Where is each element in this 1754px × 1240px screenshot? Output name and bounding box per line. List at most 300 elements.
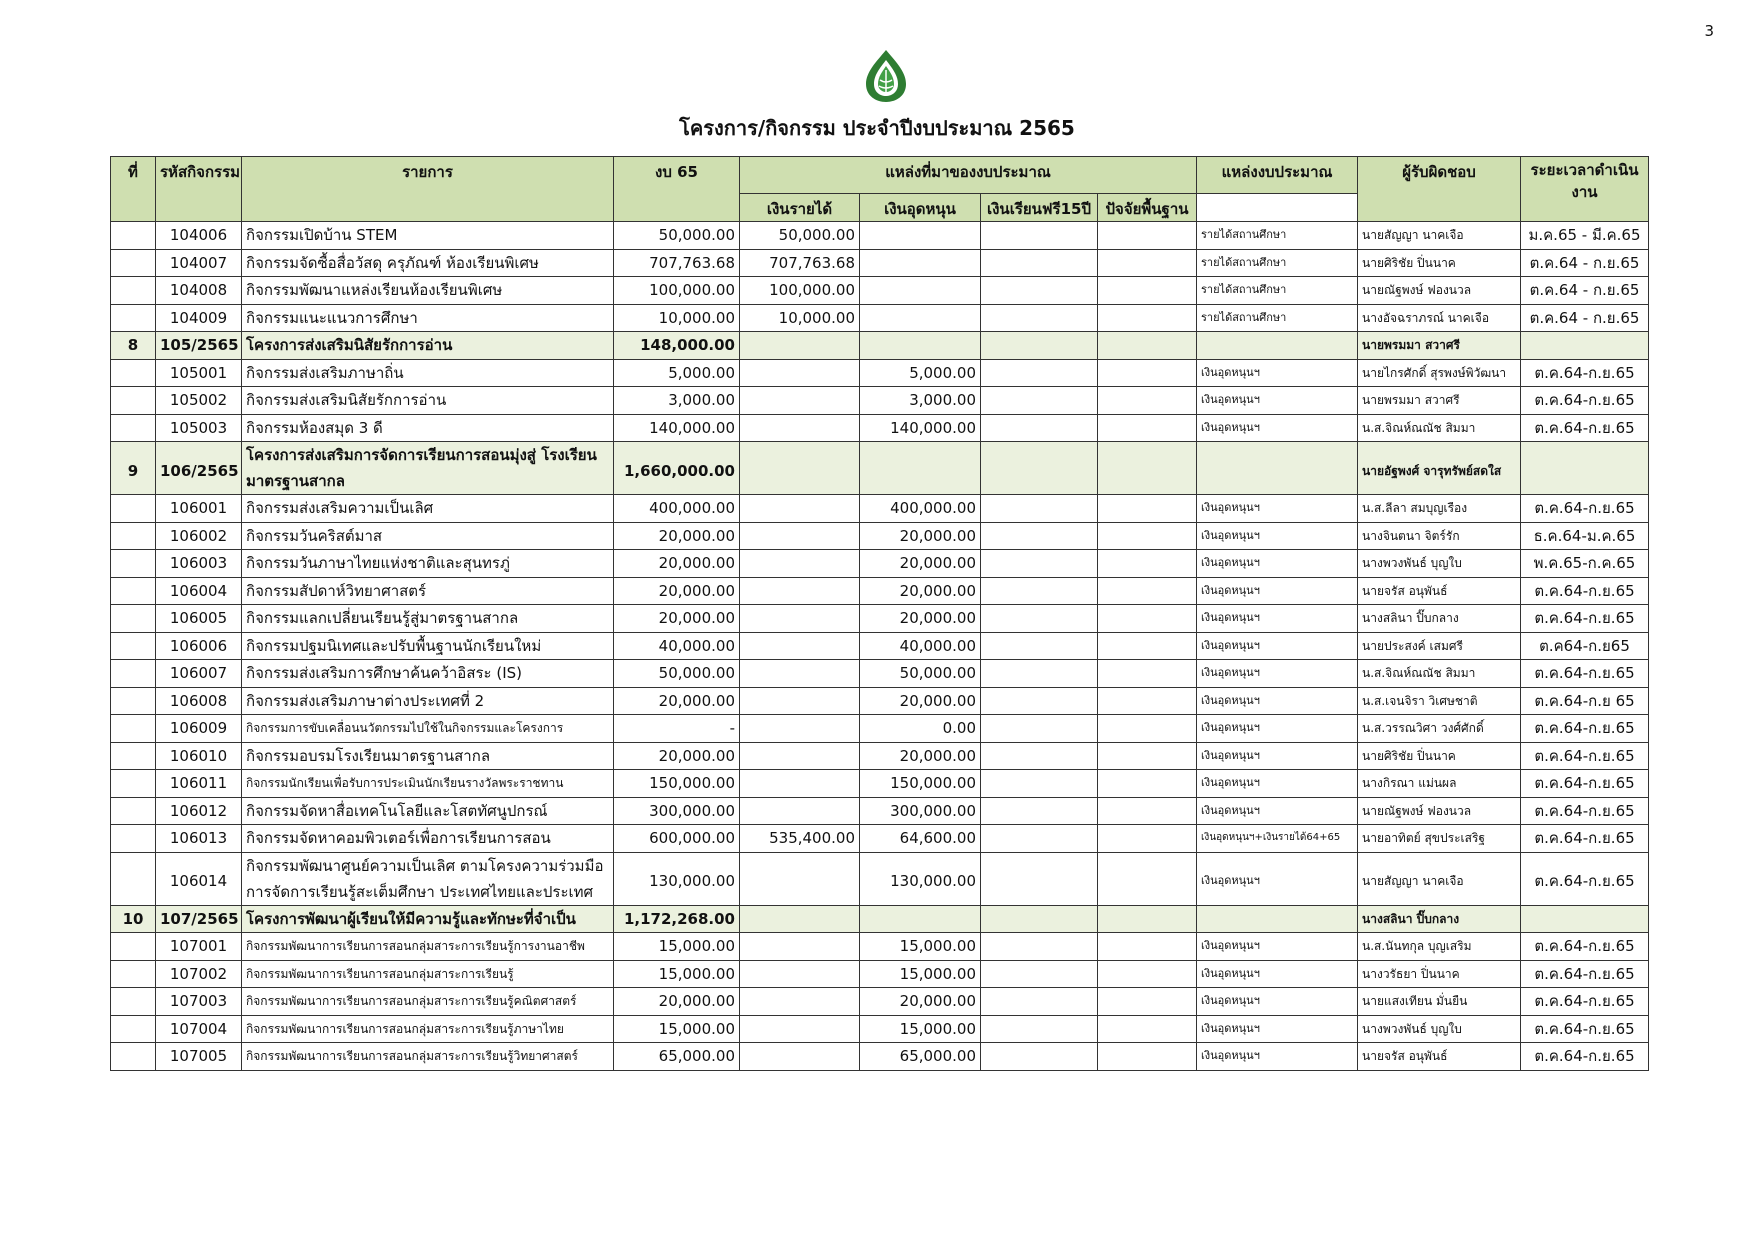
cell-free-edu [981,605,1098,633]
cell-source: รายได้สถานศึกษา [1197,249,1358,277]
cell-item: กิจกรรมพัฒนาการเรียนการสอนกลุ่มสาระการเรียนรู้การงานอาชีพ [242,933,614,961]
cell-responsible: นางกิรณา แม่นผล [1358,770,1521,798]
cell-source: เงินอุดหนุนฯ [1197,414,1358,442]
cell-income [740,1043,860,1071]
cell-income [740,414,860,442]
cell-free-edu [981,359,1098,387]
cell-responsible: น.ส.วรรณวิศา วงศ์ศักดิ์ [1358,715,1521,743]
cell-budget: 20,000.00 [614,550,740,578]
cell-income [740,933,860,961]
cell-source: เงินอุดหนุนฯ [1197,660,1358,688]
cell-item: กิจกรรมจัดหาคอมพิวเตอร์เพื่อการเรียนการสอน [242,825,614,853]
table-row [111,770,1649,798]
cell-code: 106013 [156,825,242,853]
cell-subsidy: 300,000.00 [860,797,981,825]
cell-subsidy: 20,000.00 [860,687,981,715]
table-row [111,495,1649,523]
cell-budget: 10,000.00 [614,304,740,332]
cell-responsible: นายณัฐพงษ์ ฟองนวล [1358,797,1521,825]
cell-responsible: น.ส.เจนจิรา วิเศษชาติ [1358,687,1521,715]
table-row [111,414,1649,442]
cell-code: 105003 [156,414,242,442]
cell-source: เงินอุดหนุนฯ [1197,1015,1358,1043]
cell-item: กิจกรรมพัฒนาแหล่งเรียนห้องเรียนพิเศษ [242,277,614,305]
cell-code: 107003 [156,988,242,1016]
table-row [111,277,1649,305]
cell-subsidy: 65,000.00 [860,1043,981,1071]
cell-no [111,742,156,770]
cell-responsible: นางอัจฉราภรณ์ นาคเจือ [1358,304,1521,332]
cell-responsible: นายสัญญา นาคเจือ [1358,222,1521,250]
cell-basic [1098,550,1197,578]
cell-free-edu [981,770,1098,798]
cell-basic [1098,742,1197,770]
cell-code: 106006 [156,632,242,660]
cell-no [111,605,156,633]
cell-budget: 40,000.00 [614,632,740,660]
table-row [111,605,1649,633]
cell-free-edu [981,222,1098,250]
cell-no: 9 [111,442,156,495]
cell-income [740,960,860,988]
cell-budget: 300,000.00 [614,797,740,825]
table-row [111,715,1649,743]
cell-code: 106005 [156,605,242,633]
cell-source: เงินอุดหนุนฯ [1197,550,1358,578]
cell-free-edu [981,1043,1098,1071]
cell-subsidy [860,905,981,933]
cell-free-edu [981,442,1098,495]
cell-income: 50,000.00 [740,222,860,250]
cell-subsidy: 64,600.00 [860,825,981,853]
cell-subsidy: 130,000.00 [860,852,981,905]
cell-basic [1098,660,1197,688]
cell-subsidy: 40,000.00 [860,632,981,660]
header-income: เงินรายได้ [740,194,860,222]
cell-no [111,577,156,605]
cell-basic [1098,304,1197,332]
cell-source: เงินอุดหนุนฯ [1197,1043,1358,1071]
cell-responsible: น.ส.นันทกุล บุญเสริม [1358,933,1521,961]
project-row [111,332,1649,360]
table-row [111,577,1649,605]
table-header [111,157,1649,222]
cell-responsible: น.ส.ลีลา สมบุญเรือง [1358,495,1521,523]
cell-free-edu [981,852,1098,905]
cell-responsible: นางจินตนา จิตร์รัก [1358,522,1521,550]
cell-basic [1098,222,1197,250]
cell-code: 104007 [156,249,242,277]
cell-budget: 140,000.00 [614,414,740,442]
cell-no [111,277,156,305]
cell-item: กิจกรรมจัดหาสื่อเทคโนโลยีและโสตทัศนูปกรณ์ [242,797,614,825]
cell-code: 105/2565 [156,332,242,360]
cell-subsidy: 140,000.00 [860,414,981,442]
cell-item: กิจกรรมเปิดบ้าน STEM [242,222,614,250]
cell-basic [1098,277,1197,305]
cell-source: เงินอุดหนุนฯ [1197,852,1358,905]
cell-subsidy: 150,000.00 [860,770,981,798]
cell-basic [1098,852,1197,905]
table-row [111,687,1649,715]
table-row [111,852,1649,905]
cell-period: ม.ค.65 - มี.ค.65 [1521,222,1649,250]
cell-free-edu [981,277,1098,305]
cell-code: 104009 [156,304,242,332]
cell-code: 107/2565 [156,905,242,933]
cell-period: ต.ค.64-ก.ย.65 [1521,825,1649,853]
cell-income [740,359,860,387]
cell-income [740,715,860,743]
cell-income: 100,000.00 [740,277,860,305]
cell-income: 707,763.68 [740,249,860,277]
cell-source [1197,905,1358,933]
cell-income [740,687,860,715]
cell-no [111,1043,156,1071]
cell-no [111,852,156,905]
cell-free-edu [981,933,1098,961]
cell-source: เงินอุดหนุนฯ [1197,770,1358,798]
cell-income [740,387,860,415]
page-number: 3 [1704,22,1714,40]
cell-item: กิจกรรมส่งเสริมภาษาต่างประเทศที่ 2 [242,687,614,715]
cell-income [740,522,860,550]
cell-budget: 707,763.68 [614,249,740,277]
cell-subsidy: 15,000.00 [860,960,981,988]
header-responsible: ผู้รับผิดชอบ [1358,157,1521,222]
header-code: รหัสกิจกรรม [156,157,242,222]
cell-subsidy: 50,000.00 [860,660,981,688]
cell-budget: 5,000.00 [614,359,740,387]
cell-responsible: นายศิริชัย ปิ่นนาค [1358,742,1521,770]
cell-no [111,222,156,250]
cell-free-edu [981,414,1098,442]
cell-budget: 20,000.00 [614,605,740,633]
cell-item: กิจกรรมพัฒนาการเรียนการสอนกลุ่มสาระการเรียนรู้วิทยาศาสตร์ [242,1043,614,1071]
cell-income [740,988,860,1016]
cell-free-edu [981,577,1098,605]
cell-budget: 400,000.00 [614,495,740,523]
cell-responsible: น.ส.จิณห์ณณัช สิมมา [1358,414,1521,442]
cell-responsible: นายพรมมา สวาศรี [1358,332,1521,360]
cell-subsidy: 5,000.00 [860,359,981,387]
cell-income [740,852,860,905]
cell-subsidy: 0.00 [860,715,981,743]
cell-responsible: นายแสงเทียน มั่นยืน [1358,988,1521,1016]
cell-no [111,960,156,988]
cell-source: เงินอุดหนุนฯ [1197,605,1358,633]
cell-income: 535,400.00 [740,825,860,853]
cell-code: 104008 [156,277,242,305]
header-sources: แหล่งที่มาของงบประมาณ [740,157,1197,194]
cell-responsible: นางวรัธยา ปิ่นนาค [1358,960,1521,988]
cell-budget: 50,000.00 [614,222,740,250]
cell-item: กิจกรรมแลกเปลี่ยนเรียนรู้สู่มาตรฐานสากล [242,605,614,633]
cell-responsible: นายอัฐพงศ์ จารุทรัพย์สดใส [1358,442,1521,495]
cell-period: ต.ค.64-ก.ย.65 [1521,770,1649,798]
cell-budget: 50,000.00 [614,660,740,688]
cell-income [740,577,860,605]
cell-subsidy: 15,000.00 [860,1015,981,1043]
cell-income [740,632,860,660]
cell-no [111,632,156,660]
cell-period: ต.ค.64-ก.ย.65 [1521,988,1649,1016]
cell-period: พ.ค.65-ก.ค.65 [1521,550,1649,578]
cell-subsidy: 15,000.00 [860,933,981,961]
cell-no [111,495,156,523]
cell-budget: 1,172,268.00 [614,905,740,933]
cell-item: กิจกรรมพัฒนาการเรียนการสอนกลุ่มสาระการเรียนรู้ [242,960,614,988]
cell-basic [1098,797,1197,825]
cell-responsible: นายณัฐพงษ์ ฟองนวล [1358,277,1521,305]
table-row [111,632,1649,660]
cell-subsidy [860,442,981,495]
cell-subsidy: 20,000.00 [860,522,981,550]
cell-source: เงินอุดหนุนฯ [1197,522,1358,550]
school-logo-icon [862,48,910,104]
cell-no: 8 [111,332,156,360]
cell-basic [1098,332,1197,360]
cell-source: เงินอุดหนุนฯ [1197,359,1358,387]
cell-no [111,550,156,578]
cell-item: กิจกรรมส่งเสริมการศึกษาค้นคว้าอิสระ (IS) [242,660,614,688]
cell-budget: 150,000.00 [614,770,740,798]
cell-source: รายได้สถานศึกษา [1197,277,1358,305]
cell-period: ต.ค.64-ก.ย 65 [1521,687,1649,715]
cell-period: ต.ค.64-ก.ย.65 [1521,495,1649,523]
table-row [111,742,1649,770]
project-row [111,905,1649,933]
cell-period: ต.ค.64-ก.ย.65 [1521,1015,1649,1043]
cell-responsible: นายพรมมา สวาศรี [1358,387,1521,415]
cell-source [1197,442,1358,495]
cell-basic [1098,960,1197,988]
cell-no [111,715,156,743]
cell-item: กิจกรรมพัฒนาการเรียนการสอนกลุ่มสาระการเรียนรู้ภาษาไทย [242,1015,614,1043]
cell-code: 107002 [156,960,242,988]
cell-basic [1098,442,1197,495]
cell-period [1521,332,1649,360]
header-subsidy: เงินอุดหนุน [860,194,981,222]
cell-basic [1098,770,1197,798]
cell-item: กิจกรรมพัฒนาศูนย์ความเป็นเลิศ ตามโครงความร่วมมือ การจัดการเรียนรู้สะเต็มศึกษา ประเทศไทยและประเทศ [242,852,614,905]
header-fund-source: แหล่งงบประมาณ [1197,157,1358,194]
table-row [111,359,1649,387]
cell-period: ต.ค.64 - ก.ย.65 [1521,304,1649,332]
cell-budget: 20,000.00 [614,687,740,715]
cell-item: กิจกรรมห้องสมุด 3 ดี [242,414,614,442]
cell-basic [1098,715,1197,743]
cell-source: เงินอุดหนุนฯ [1197,933,1358,961]
cell-period: ต.ค.64-ก.ย.65 [1521,414,1649,442]
cell-code: 107005 [156,1043,242,1071]
cell-period: ต.ค.64-ก.ย.65 [1521,852,1649,905]
cell-item: กิจกรรมวันภาษาไทยแห่งชาติและสุนทรภู่ [242,550,614,578]
cell-code: 106010 [156,742,242,770]
cell-basic [1098,933,1197,961]
header-free-edu: เงินเรียนฟรี15ปี [981,194,1098,222]
cell-item: กิจกรรมอบรมโรงเรียนมาตรฐานสากล [242,742,614,770]
cell-no [111,825,156,853]
cell-item: กิจกรรมจัดซื้อสื่อวัสดุ ครุภัณฑ์ ห้องเรียนพิเศษ [242,249,614,277]
cell-subsidy [860,304,981,332]
cell-budget: 600,000.00 [614,825,740,853]
cell-source: เงินอุดหนุนฯ [1197,387,1358,415]
cell-subsidy: 20,000.00 [860,577,981,605]
cell-income: 10,000.00 [740,304,860,332]
cell-code: 106/2565 [156,442,242,495]
header-basic: ปัจจัยพื้นฐาน [1098,194,1197,222]
cell-budget: 20,000.00 [614,577,740,605]
table-row [111,387,1649,415]
cell-free-edu [981,387,1098,415]
cell-free-edu [981,332,1098,360]
cell-responsible: นายสัญญา นาคเจือ [1358,852,1521,905]
header-fund-source-blank [1197,194,1358,222]
cell-code: 106011 [156,770,242,798]
cell-income [740,742,860,770]
cell-free-edu [981,550,1098,578]
cell-free-edu [981,742,1098,770]
cell-period: ต.ค.64-ก.ย.65 [1521,605,1649,633]
cell-code: 105002 [156,387,242,415]
cell-responsible: นายจรัส อนุพันธ์ [1358,1043,1521,1071]
cell-income [740,332,860,360]
cell-item: กิจกรรมพัฒนาการเรียนการสอนกลุ่มสาระการเรียนรู้คณิตศาสตร์ [242,988,614,1016]
cell-budget: 148,000.00 [614,332,740,360]
cell-no: 10 [111,905,156,933]
cell-free-edu [981,304,1098,332]
cell-period: ต.ค.64-ก.ย.65 [1521,715,1649,743]
cell-budget: 15,000.00 [614,1015,740,1043]
cell-basic [1098,905,1197,933]
cell-no [111,770,156,798]
cell-basic [1098,1015,1197,1043]
cell-responsible: น.ส.จิณห์ณณัช สิมมา [1358,660,1521,688]
cell-free-edu [981,797,1098,825]
cell-income [740,1015,860,1043]
header-period: ระยะเวลาดำเนินงาน [1521,157,1649,222]
cell-code: 106007 [156,660,242,688]
cell-period: ต.ค.64 - ก.ย.65 [1521,249,1649,277]
cell-no [111,387,156,415]
cell-free-edu [981,249,1098,277]
cell-code: 106014 [156,852,242,905]
cell-no [111,304,156,332]
cell-responsible: นางสลินา ปิ๊บกลาง [1358,905,1521,933]
cell-income [740,605,860,633]
cell-budget: - [614,715,740,743]
cell-basic [1098,605,1197,633]
cell-free-edu [981,960,1098,988]
table-row [111,933,1649,961]
cell-subsidy: 20,000.00 [860,605,981,633]
cell-period [1521,905,1649,933]
cell-item: โครงการพัฒนาผู้เรียนให้มีความรู้และทักษะที่จำเป็น [242,905,614,933]
cell-no [111,687,156,715]
cell-code: 106012 [156,797,242,825]
cell-responsible: นายประสงค์ เสมศรี [1358,632,1521,660]
cell-source [1197,332,1358,360]
cell-income [740,770,860,798]
cell-subsidy [860,332,981,360]
cell-free-edu [981,660,1098,688]
cell-basic [1098,359,1197,387]
cell-responsible: นางพวงพันธ์ บุญใบ [1358,1015,1521,1043]
cell-source: เงินอุดหนุนฯ [1197,960,1358,988]
cell-free-edu [981,715,1098,743]
cell-income [740,495,860,523]
table-row [111,249,1649,277]
cell-period: ต.ค.64-ก.ย.65 [1521,933,1649,961]
cell-free-edu [981,825,1098,853]
header-no: ที่ [111,157,156,222]
cell-subsidy: 20,000.00 [860,742,981,770]
cell-item: กิจกรรมส่งเสริมนิสัยรักการอ่าน [242,387,614,415]
cell-subsidy [860,222,981,250]
cell-responsible: นางพวงพันธ์ บุญใบ [1358,550,1521,578]
cell-budget: 100,000.00 [614,277,740,305]
cell-free-edu [981,687,1098,715]
cell-budget: 15,000.00 [614,933,740,961]
cell-item: โครงการส่งเสริมนิสัยรักการอ่าน [242,332,614,360]
cell-no [111,988,156,1016]
table-row [111,960,1649,988]
table-row [111,1015,1649,1043]
cell-period: ต.ค.64-ก.ย.65 [1521,797,1649,825]
cell-source: เงินอุดหนุนฯ [1197,687,1358,715]
cell-free-edu [981,632,1098,660]
cell-period: ต.ค.64-ก.ย.65 [1521,577,1649,605]
cell-basic [1098,387,1197,415]
cell-code: 106001 [156,495,242,523]
cell-source: เงินอุดหนุนฯ [1197,797,1358,825]
table-body [111,222,1649,1071]
cell-source: เงินอุดหนุนฯ [1197,742,1358,770]
table-row [111,660,1649,688]
cell-code: 106008 [156,687,242,715]
cell-period: ต.ค.64-ก.ย.65 [1521,742,1649,770]
cell-no [111,933,156,961]
cell-code: 106003 [156,550,242,578]
cell-free-edu [981,905,1098,933]
cell-budget: 1,660,000.00 [614,442,740,495]
cell-basic [1098,825,1197,853]
cell-subsidy: 400,000.00 [860,495,981,523]
cell-basic [1098,988,1197,1016]
header-item: รายการ [242,157,614,222]
cell-no [111,522,156,550]
cell-no [111,660,156,688]
cell-budget: 65,000.00 [614,1043,740,1071]
cell-period: ต.ค.64-ก.ย.65 [1521,1043,1649,1071]
cell-budget: 20,000.00 [614,742,740,770]
cell-period: ต.ค64-ก.ย65 [1521,632,1649,660]
cell-period: ต.ค.64-ก.ย.65 [1521,359,1649,387]
cell-item: กิจกรรมแนะแนวการศึกษา [242,304,614,332]
table-row [111,825,1649,853]
cell-budget: 20,000.00 [614,522,740,550]
cell-source: รายได้สถานศึกษา [1197,222,1358,250]
cell-responsible: นายไกรศักดิ์ สุรพงษ์พิวัฒนา [1358,359,1521,387]
cell-basic [1098,577,1197,605]
cell-source: เงินอุดหนุนฯ [1197,715,1358,743]
table-row [111,550,1649,578]
cell-basic [1098,632,1197,660]
cell-no [111,249,156,277]
cell-period: ต.ค.64 - ก.ย.65 [1521,277,1649,305]
cell-basic [1098,687,1197,715]
